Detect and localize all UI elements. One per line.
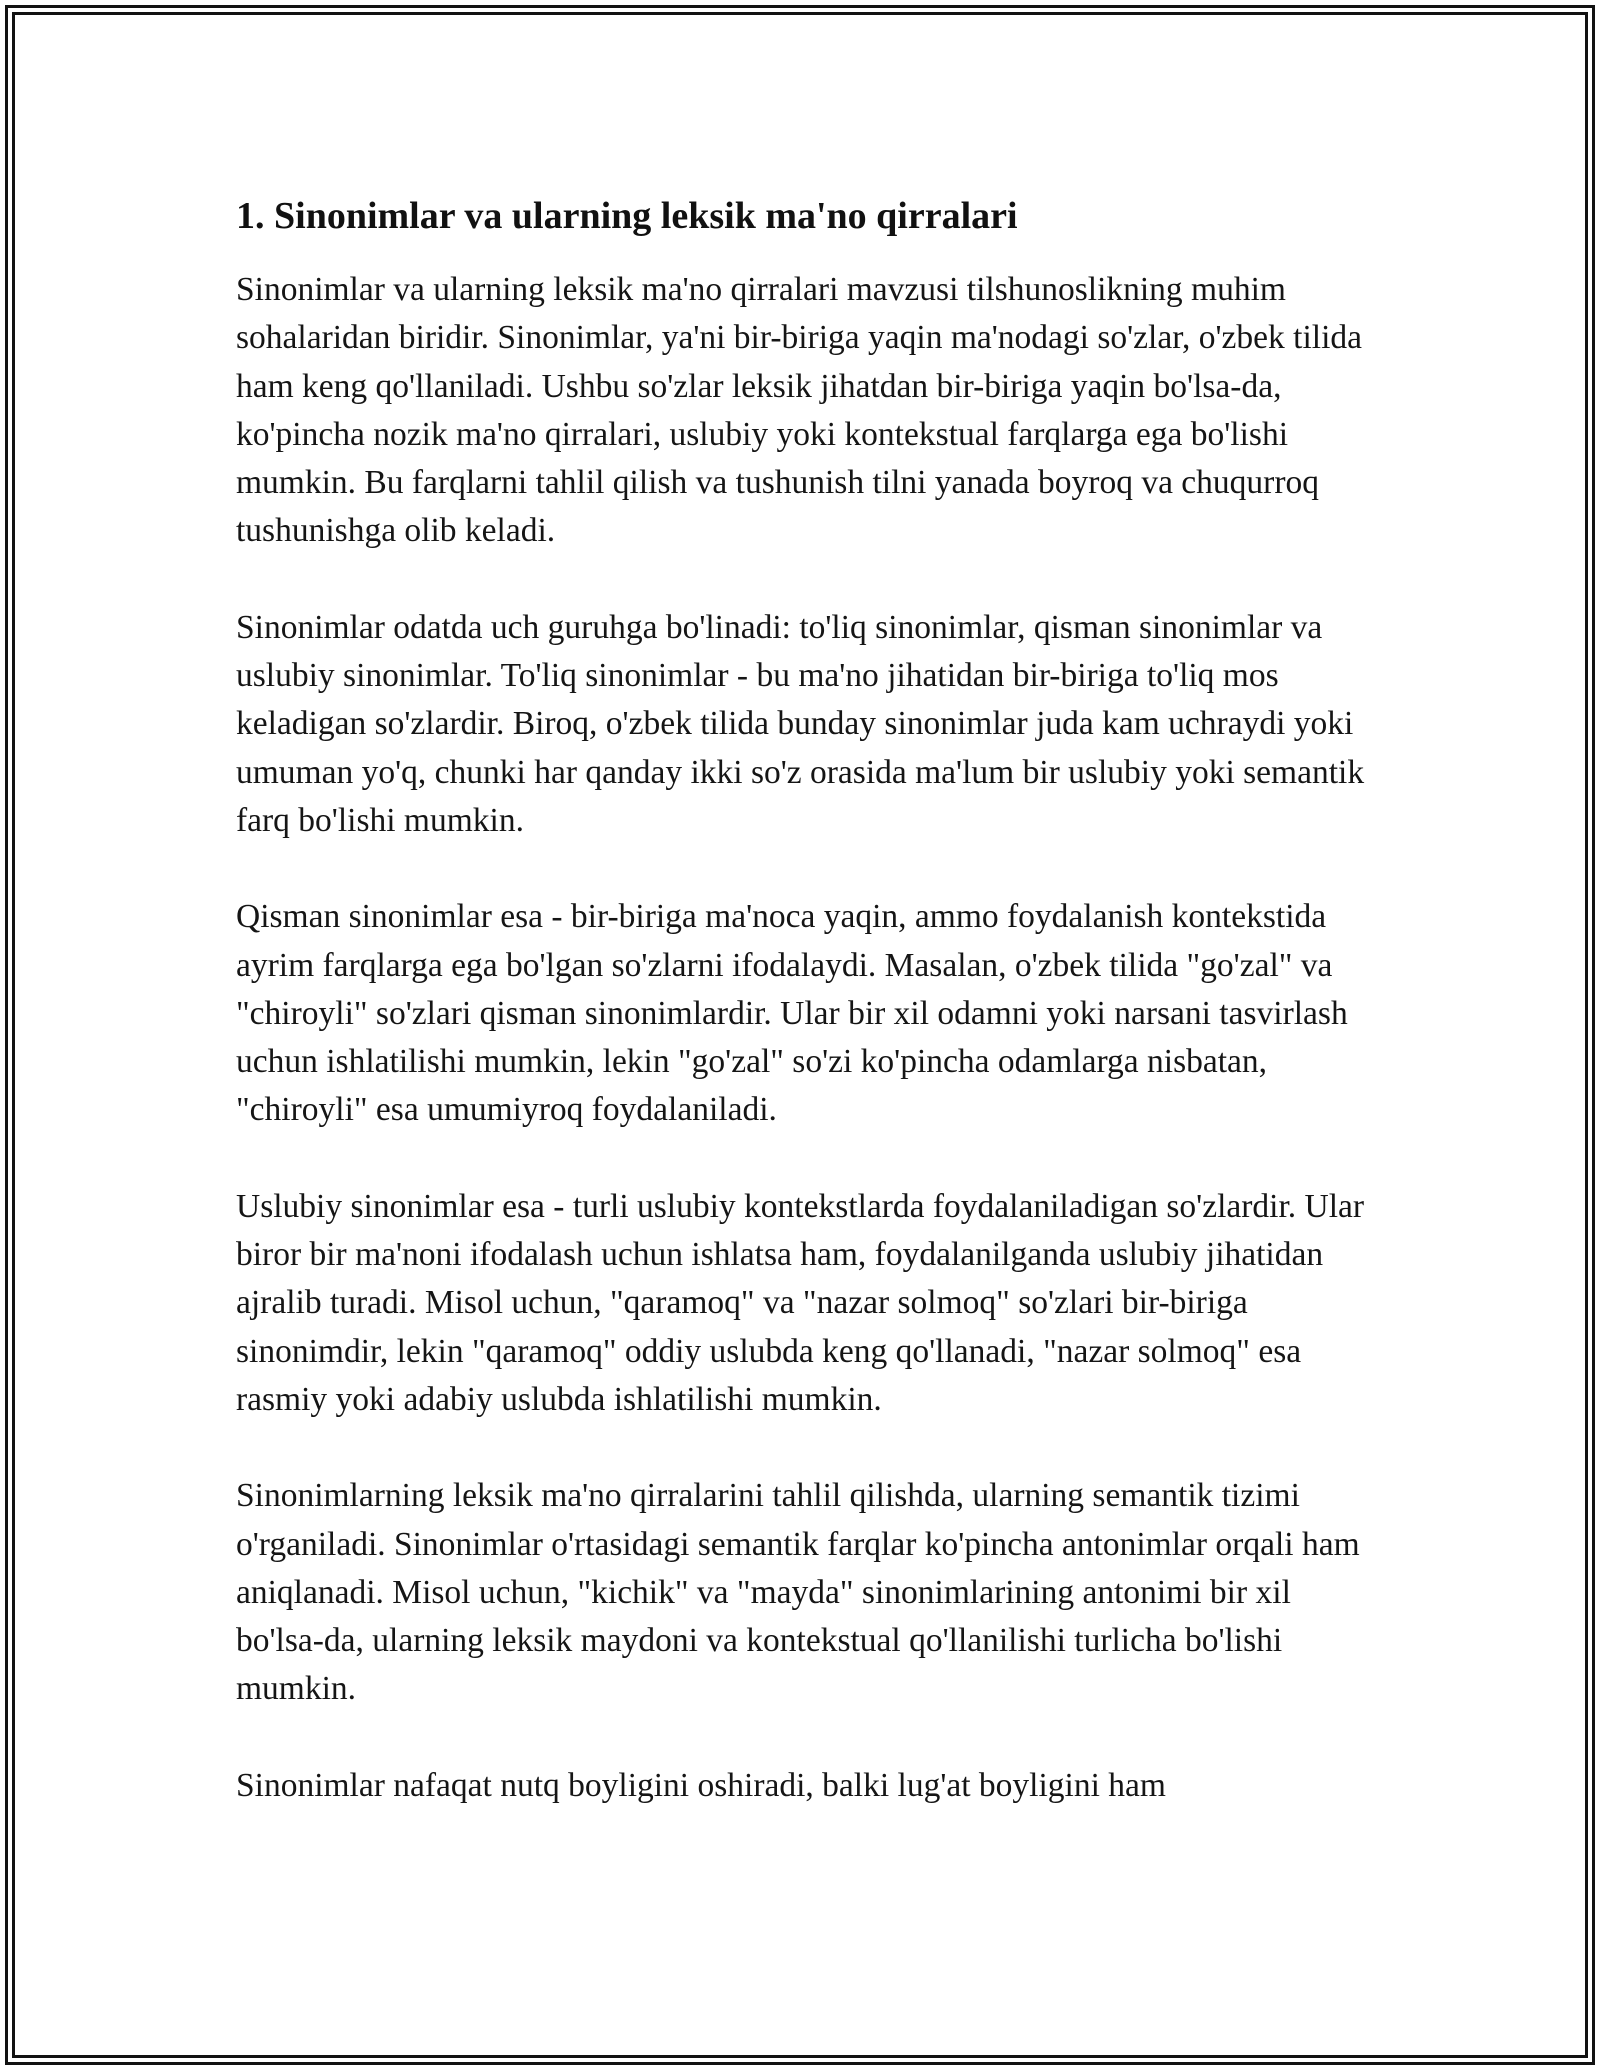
paragraph-semantic-analysis: Sinonimlarning leksik ma'no qirralarini tahlil qilishda, ularning semantik tizimi o'rganiladi. Sinonimlar o'rtasidagi semantik farqlar ko'pincha antonimlar orqali ham aniqlanadi. Misol uchun, "kichik" va "mayda" sinonimlarining antonimi bir xil bo'lsa-da, ularning leksik maydoni va kontekstual qo'llanilishi turlicha bo'lishi mumkin. — [236, 1477, 1360, 1708]
document-body — [236, 190, 1376, 1858]
paragraph-partial-synonyms: Qisman sinonimlar esa - bir-biriga ma'noca yaqin, ammo foydalanish kontekstida ayrim farqlarga ega bo'lgan so'zlarni ifodalaydi. Masalan, o'zbek tilida "go'zal" va "chiroyli" so'zlari qisman sinonimlardir. Ular bir xil odamni yoki narsani tasvirlash uchun ishlatilishi mumkin, lekin "go'zal" so'zi ko'pincha odamlarga nisbatan, "chiroyli" esa umumiyroq foydalaniladi. — [236, 898, 1348, 1129]
paragraph-stylistic-synonyms: Uslubiy sinonimlar esa - turli uslubiy kontekstlarda foydalaniladigan so'zlardir. Ular biror bir ma'noni ifodalash uchun ishlatsa ham, foydalanilganda uslubiy jihatidan ajralib turadi. Misol uchun, "qaramoq" va "nazar solmoq" so'zlari bir-biriga sinonimdir, lekin "qaramoq" oddiy uslubda keng qo'llanadi, "nazar solmoq" esa rasmiy yoki adabiy uslubda ishlatilishi mumkin. — [236, 1187, 1365, 1418]
section-heading: 1. Sinonimlar va ularning leksik ma'no qirralari — [236, 195, 1018, 237]
paragraph-conclusion: Sinonimlar nafaqat nutq boyligini oshiradi, balki lug'at boyligini ham — [236, 1766, 1166, 1804]
paragraph-synonym-groups: Sinonimlar odatda uch guruhga bo'linadi: to'liq sinonimlar, qisman sinonimlar va uslubiy sinonimlar. To'liq sinonimlar - bu ma'no jihatidan bir-biriga to'liq mos keladigan so'zlardir. Biroq, o'zbek tilida bunday sinonimlar juda kam uchraydi yoki umuman yo'q, chunki har qanday ikki so'z orasida ma'lum bir uslubiy yoki semantik farq bo'lishi mumkin. — [236, 608, 1365, 839]
paragraph-intro: Sinonimlar va ularning leksik ma'no qirralari mavzusi tilshunoslikning muhim sohalaridan biridir. Sinonimlar, ya'ni bir-biriga yaqin ma'nodagi so'zlar, o'zbek tilida ham keng qo'llaniladi. Ushbu so'zlar leksik jihatdan bir-biriga yaqin bo'lsa-da, ko'pincha nozik ma'no qirralari, uslubiy yoki kontekstual farqlarga ega bo'lishi mumkin. Bu farqlarni tahlil qilish va tushunish tilni yanada boyroq va chuqurroq tushunishga olib keladi. — [236, 271, 1363, 550]
